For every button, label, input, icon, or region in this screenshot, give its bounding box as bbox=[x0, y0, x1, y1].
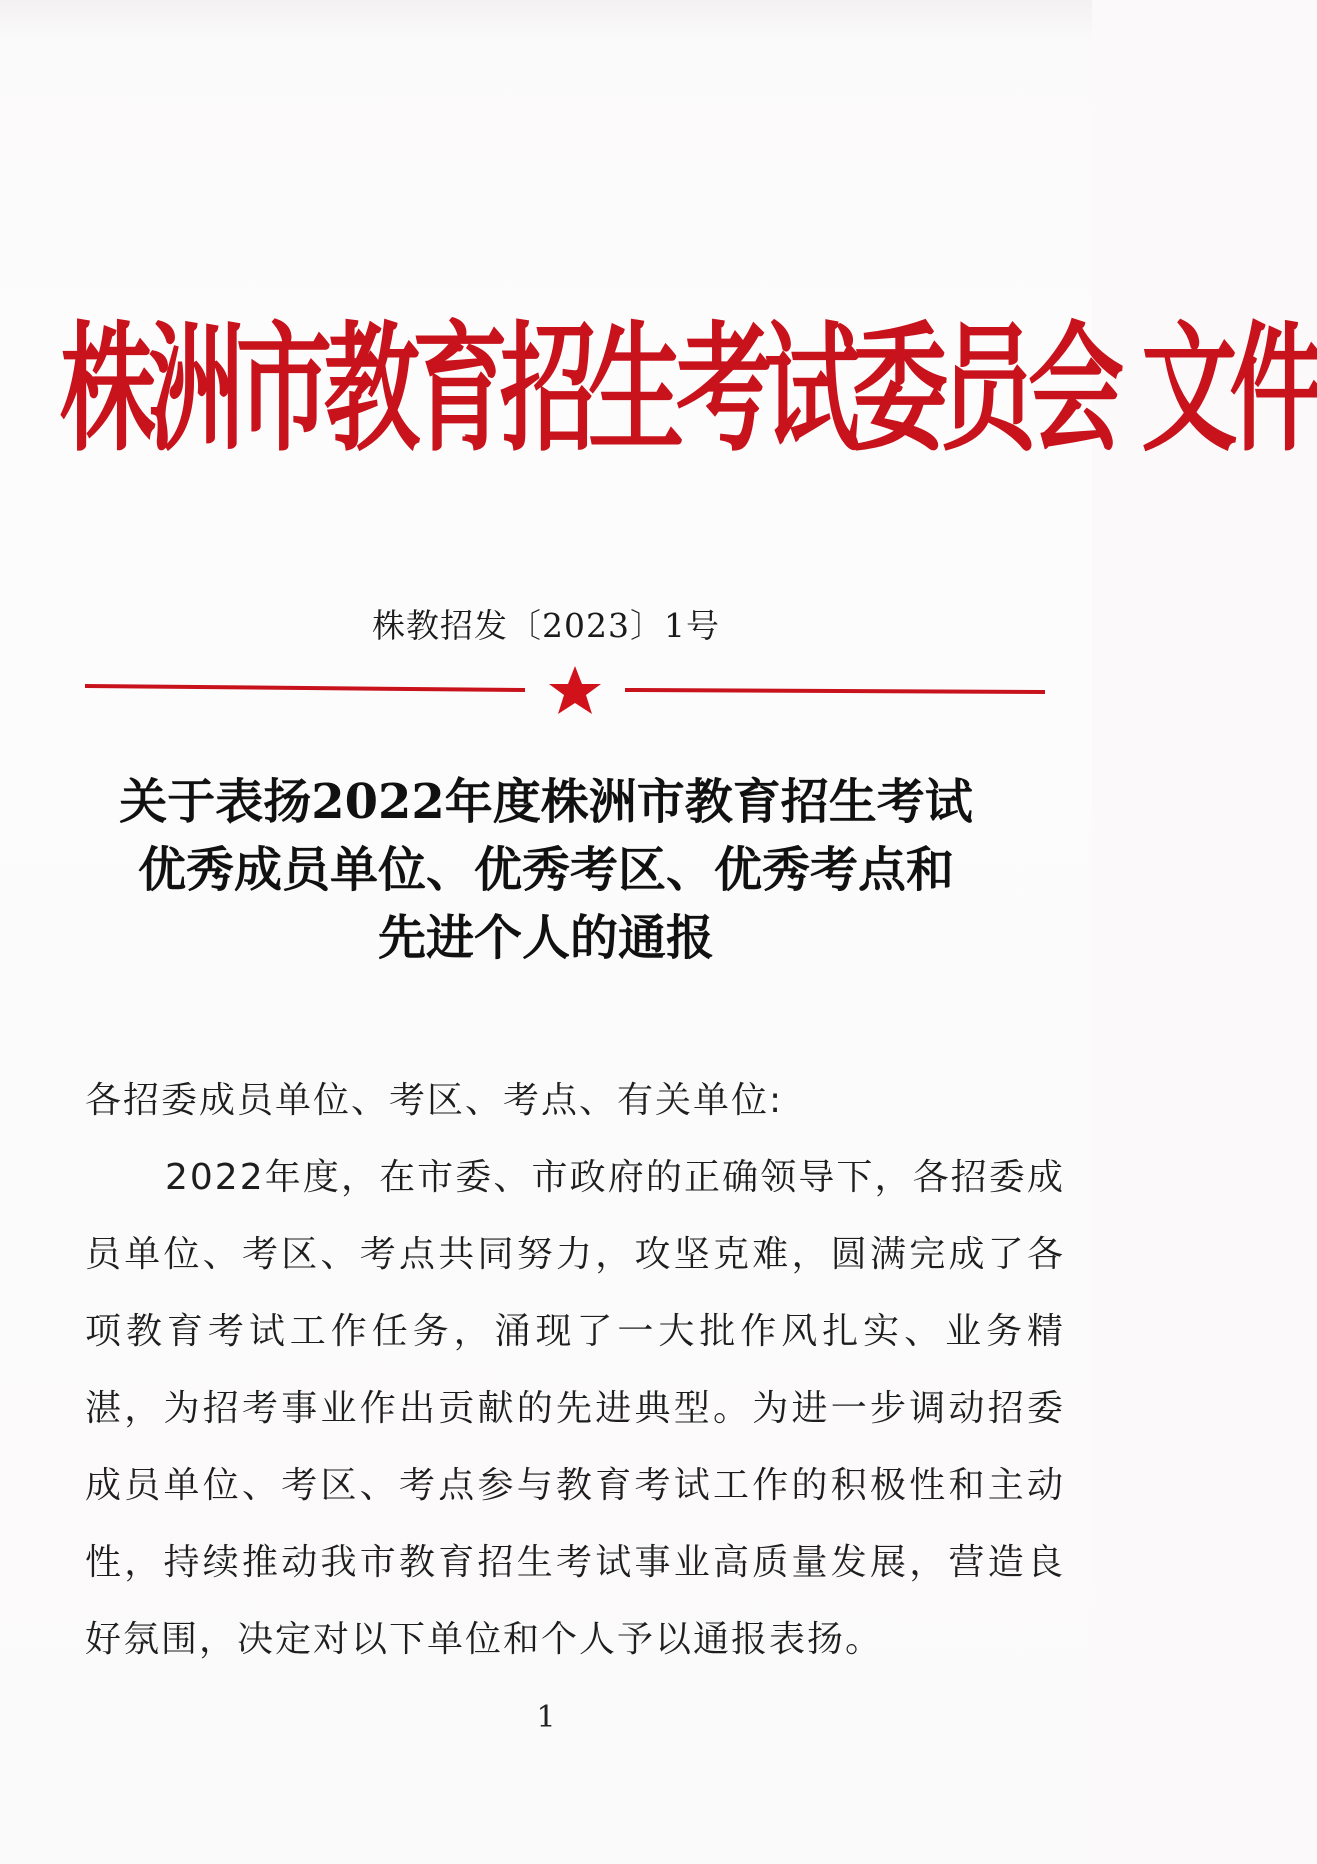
divider-line-right bbox=[625, 690, 1045, 692]
notice-title bbox=[0, 768, 1092, 972]
page-number: 1 bbox=[536, 1700, 556, 1735]
masthead-title: 株洲市教育招生考试委员会 文件 bbox=[60, 306, 1317, 471]
body-text bbox=[85, 1062, 1065, 1678]
body-paragraph: 2022年度，在市委、市政府的正确领导下，各招委成员单位、考区、考点共同努力，攻坚克难，圆满完成了各项教育考试工作任务，涌现了一大批作风扎实、业务精湛，为招考事业作出贡献的先进典型。为进一步调动招委成员单位、考区、考点参与教育考试工作的积极性和主动性，持续推动我市教育招生考试事业高质量发展，营造良好氛围，决定对以下单位和个人予以通报表扬。 bbox=[85, 1157, 1065, 1660]
star-icon bbox=[549, 666, 601, 714]
title-line-1: 关于表扬2022年度株洲市教育招生考试 bbox=[119, 774, 973, 830]
divider-line-left bbox=[85, 686, 525, 690]
red-divider bbox=[85, 662, 1045, 718]
salutation: 各招委成员单位、考区、考点、有关单位: bbox=[85, 1080, 784, 1121]
title-line-2: 优秀成员单位、优秀考区、优秀考点和 bbox=[137, 842, 954, 898]
title-line-3: 先进个人的通报 bbox=[377, 910, 714, 966]
document-number: 株教招发〔2023〕1号 bbox=[372, 606, 720, 645]
